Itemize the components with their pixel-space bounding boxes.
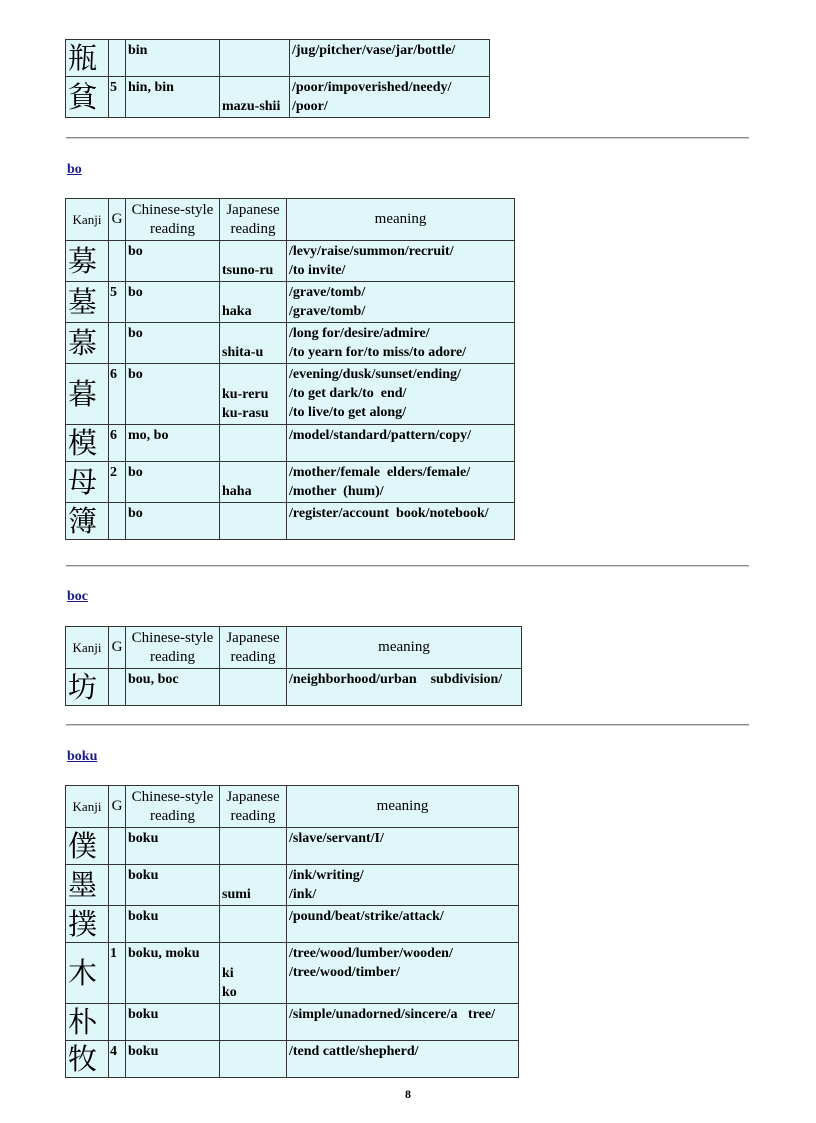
grade-cell <box>109 669 126 706</box>
chinese-reading-cell: boku <box>126 906 220 943</box>
table-row <box>66 943 519 1004</box>
grade-cell <box>109 323 126 364</box>
japanese-reading-cell <box>220 943 287 1004</box>
japanese-reading-cell <box>220 462 287 503</box>
meaning-line: /to live/to get along/ <box>289 405 407 420</box>
japanese-reading: ku-reru <box>222 387 269 402</box>
table-row <box>66 462 515 503</box>
table-row <box>66 40 490 77</box>
grade-cell: 6 <box>109 364 126 425</box>
meaning-line: /ink/ <box>289 887 317 902</box>
meaning-line: /simple/unadorned/sincere/a tree/ <box>289 1007 495 1022</box>
section-link-boku[interactable]: boku <box>67 749 98 764</box>
header-japanese-reading <box>220 627 287 669</box>
kanji-cell: 坊 <box>66 669 109 706</box>
table-row <box>66 503 515 540</box>
meaning-line: /mother (hum)/ <box>289 484 384 499</box>
japanese-reading-cell <box>220 828 287 865</box>
header-meaning: meaning <box>287 199 515 241</box>
grade-cell: 2 <box>109 462 126 503</box>
meaning-cell <box>287 828 519 865</box>
japanese-reading-cell <box>220 1041 287 1078</box>
header-japanese-line2: reading <box>230 648 276 665</box>
table-row <box>66 865 519 906</box>
chinese-reading-cell: hin, bin <box>126 77 220 118</box>
chinese-reading-cell: bo <box>126 241 220 282</box>
chinese-reading-cell: bou, boc <box>126 669 220 706</box>
meaning-cell <box>287 906 519 943</box>
kanji-cell: 墓 <box>66 282 109 323</box>
kanji-cell: 僕 <box>66 828 109 865</box>
chinese-reading-cell: bo <box>126 462 220 503</box>
kanji-cell: 模 <box>66 425 109 462</box>
grade-cell <box>109 906 126 943</box>
header-chinese-line2: reading <box>150 648 195 665</box>
meaning-line: /long for/desire/admire/ <box>289 326 430 341</box>
meaning-cell <box>287 503 515 540</box>
kanji-table-bin <box>65 39 490 118</box>
meaning-line: /grave/tomb/ <box>289 285 366 300</box>
japanese-reading-cell <box>220 282 287 323</box>
grade-cell <box>109 40 126 77</box>
japanese-reading-cell <box>220 77 290 118</box>
header-japanese-line2: reading <box>230 220 276 237</box>
meaning-line: /to invite/ <box>289 263 346 278</box>
header-grade: G <box>109 199 126 241</box>
header-kanji: Kanji <box>66 199 109 241</box>
meaning-cell <box>287 323 515 364</box>
meaning-cell <box>290 40 490 77</box>
kanji-cell: 墨 <box>66 865 109 906</box>
section-divider <box>66 724 749 726</box>
header-chinese-line1: Chinese-style <box>131 788 214 805</box>
grade-cell <box>109 503 126 540</box>
header-japanese-reading <box>220 786 287 828</box>
section-link-bo[interactable]: bo <box>67 162 82 177</box>
japanese-reading-cell <box>220 323 287 364</box>
meaning-cell <box>287 865 519 906</box>
header-japanese-line1: Japanese <box>226 788 280 805</box>
kanji-table-boku <box>65 785 519 1078</box>
meaning-line: /neighborhood/urban subdivision/ <box>289 672 503 687</box>
japanese-reading-cell <box>220 503 287 540</box>
table-row <box>66 669 522 706</box>
table-row <box>66 77 490 118</box>
section-divider <box>66 565 749 567</box>
header-japanese-line2: reading <box>230 807 276 824</box>
section-divider <box>66 137 749 139</box>
kanji-cell: 木 <box>66 943 109 1004</box>
japanese-reading: sumi <box>222 887 251 902</box>
japanese-reading-cell <box>220 241 287 282</box>
meaning-line: /tree/wood/timber/ <box>289 965 400 980</box>
header-japanese-reading <box>220 199 287 241</box>
japanese-reading: tsuno-ru <box>222 263 274 278</box>
chinese-reading-cell: bo <box>126 323 220 364</box>
chinese-reading-cell: bo <box>126 503 220 540</box>
header-chinese-line1: Chinese-style <box>131 629 214 646</box>
japanese-reading: ki <box>222 966 234 981</box>
chinese-reading-cell: bin <box>126 40 220 77</box>
kanji-cell: 瓶 <box>66 40 109 77</box>
header-meaning: meaning <box>287 627 522 669</box>
kanji-cell: 慕 <box>66 323 109 364</box>
header-chinese-reading <box>126 627 220 669</box>
kanji-cell: 母 <box>66 462 109 503</box>
table-row <box>66 1041 519 1078</box>
chinese-reading-cell: boku, moku <box>126 943 220 1004</box>
header-chinese-reading <box>126 199 220 241</box>
japanese-reading: ku-rasu <box>222 406 269 421</box>
japanese-reading-cell <box>220 425 287 462</box>
table-row <box>66 425 515 462</box>
header-grade: G <box>109 786 126 828</box>
header-chinese-line1: Chinese-style <box>131 201 214 218</box>
meaning-cell <box>287 669 522 706</box>
japanese-reading: haka <box>222 304 252 319</box>
meaning-cell <box>287 364 515 425</box>
japanese-reading-cell <box>220 906 287 943</box>
meaning-cell <box>287 1004 519 1041</box>
meaning-cell <box>287 425 515 462</box>
kanji-cell: 撲 <box>66 906 109 943</box>
meaning-line: /tree/wood/lumber/wooden/ <box>289 946 453 961</box>
table-row <box>66 323 515 364</box>
grade-cell: 5 <box>109 282 126 323</box>
kanji-cell: 牧 <box>66 1041 109 1078</box>
japanese-reading-cell <box>220 1004 287 1041</box>
header-chinese-reading <box>126 786 220 828</box>
meaning-line: /poor/ <box>292 99 328 114</box>
table-row <box>66 828 519 865</box>
meaning-line: /jug/pitcher/vase/jar/bottle/ <box>292 43 456 58</box>
meaning-cell <box>287 462 515 503</box>
page-number: 8 <box>405 1087 411 1101</box>
japanese-reading: mazu-shii <box>222 99 281 114</box>
grade-cell: 1 <box>109 943 126 1004</box>
meaning-line: /evening/dusk/sunset/ending/ <box>289 367 461 382</box>
kanji-cell: 貧 <box>66 77 109 118</box>
japanese-reading: ko <box>222 985 237 1000</box>
table-row <box>66 241 515 282</box>
kanji-cell: 暮 <box>66 364 109 425</box>
meaning-line: /grave/tomb/ <box>289 304 366 319</box>
meaning-cell <box>287 282 515 323</box>
table-header-row <box>66 627 522 669</box>
meaning-line: /ink/writing/ <box>289 868 364 883</box>
grade-cell: 5 <box>109 77 126 118</box>
japanese-reading-cell <box>220 865 287 906</box>
table-row <box>66 282 515 323</box>
header-kanji: Kanji <box>66 627 109 669</box>
meaning-line: /to yearn for/to miss/to adore/ <box>289 345 467 360</box>
kanji-cell: 朴 <box>66 1004 109 1041</box>
kanji-cell: 簿 <box>66 503 109 540</box>
meaning-line: /to get dark/to end/ <box>289 386 407 401</box>
table-header-row <box>66 199 515 241</box>
kanji-cell: 募 <box>66 241 109 282</box>
grade-cell <box>109 241 126 282</box>
table-row <box>66 1004 519 1041</box>
meaning-cell <box>287 241 515 282</box>
header-japanese-line1: Japanese <box>226 629 280 646</box>
header-grade: G <box>109 627 126 669</box>
grade-cell: 4 <box>109 1041 126 1078</box>
header-meaning: meaning <box>287 786 519 828</box>
kanji-table-bo <box>65 198 515 540</box>
section-link-boc[interactable]: boc <box>67 589 88 604</box>
meaning-line: /levy/raise/summon/recruit/ <box>289 244 454 259</box>
japanese-reading-cell <box>220 364 287 425</box>
chinese-reading-cell: boku <box>126 1041 220 1078</box>
meaning-cell <box>290 77 490 118</box>
meaning-line: /tend cattle/shepherd/ <box>289 1044 419 1059</box>
header-chinese-line2: reading <box>150 220 195 237</box>
chinese-reading-cell: boku <box>126 865 220 906</box>
japanese-reading-cell <box>220 669 287 706</box>
grade-cell <box>109 1004 126 1041</box>
meaning-cell <box>287 943 519 1004</box>
meaning-line: /model/standard/pattern/copy/ <box>289 428 472 443</box>
chinese-reading-cell: boku <box>126 828 220 865</box>
chinese-reading-cell: bo <box>126 364 220 425</box>
meaning-cell <box>287 1041 519 1078</box>
table-header-row <box>66 786 519 828</box>
grade-cell <box>109 865 126 906</box>
chinese-reading-cell: mo, bo <box>126 425 220 462</box>
header-chinese-line2: reading <box>150 807 195 824</box>
chinese-reading-cell: bo <box>126 282 220 323</box>
chinese-reading-cell: boku <box>126 1004 220 1041</box>
grade-cell: 6 <box>109 425 126 462</box>
meaning-line: /register/account book/notebook/ <box>289 506 489 521</box>
meaning-line: /slave/servant/I/ <box>289 831 384 846</box>
meaning-line: /mother/female elders/female/ <box>289 465 471 480</box>
header-kanji: Kanji <box>66 786 109 828</box>
kanji-table-boc <box>65 626 522 706</box>
meaning-line: /poor/impoverished/needy/ <box>292 80 452 95</box>
table-row <box>66 364 515 425</box>
japanese-reading-cell <box>220 40 290 77</box>
grade-cell <box>109 828 126 865</box>
meaning-line: /pound/beat/strike/attack/ <box>289 909 444 924</box>
japanese-reading: shita-u <box>222 345 264 360</box>
table-row <box>66 906 519 943</box>
japanese-reading: haha <box>222 484 252 499</box>
header-japanese-line1: Japanese <box>226 201 280 218</box>
